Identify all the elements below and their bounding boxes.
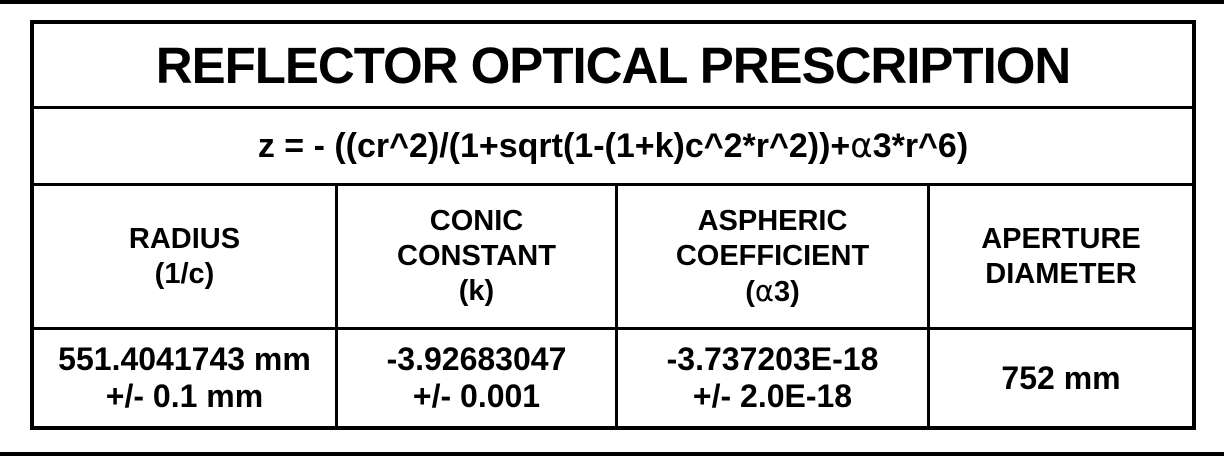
- header-aspheric-line1: ASPHERIC: [697, 204, 848, 237]
- header-aspheric-line2: COEFFICIENT: [675, 239, 870, 272]
- value-radius: [34, 330, 338, 426]
- reflector-optical-prescription-table: [30, 20, 1196, 430]
- value-radius-line1: 551.4041743 mm: [58, 341, 311, 377]
- value-aperture-line1: 752 mm: [1001, 359, 1121, 396]
- bottom-rule: [0, 452, 1224, 456]
- alpha-symbol: α: [754, 273, 774, 308]
- table-title: REFLECTOR OPTICAL PRESCRIPTION: [34, 24, 1192, 109]
- value-conic-tolerance: +/- 0.001: [412, 378, 541, 414]
- surface-sag-formula: [34, 109, 1192, 186]
- header-aspheric-coefficient: [618, 186, 930, 330]
- formula-part2: 3*r^6): [872, 126, 969, 165]
- value-conic-constant: [338, 330, 618, 426]
- value-aspheric-coefficient: [618, 330, 930, 426]
- value-conic-line1: -3.92683047: [386, 341, 567, 377]
- value-aspheric-tolerance: +/- 2.0E-18: [692, 378, 853, 414]
- header-radius-line1: RADIUS: [128, 222, 241, 255]
- header-radius: [34, 186, 338, 330]
- value-aperture-diameter: [930, 330, 1192, 426]
- header-aperture-line1: APERTURE: [981, 222, 1141, 255]
- header-conic-line1: CONIC: [429, 205, 524, 237]
- header-conic-line3: (k): [458, 275, 495, 307]
- header-aperture-diameter: [930, 186, 1192, 330]
- header-aperture-line2: DIAMETER: [985, 257, 1137, 290]
- symbol-close: 3): [774, 275, 800, 308]
- header-aspheric-symbol-line: [745, 274, 800, 310]
- header-conic-constant: [338, 186, 618, 330]
- symbol-open-paren: (: [745, 275, 755, 308]
- top-rule: [0, 0, 1224, 4]
- value-radius-tolerance: +/- 0.1 mm: [105, 378, 264, 414]
- value-aspheric-line1: -3.737203E-18: [666, 341, 879, 377]
- formula-part1: z = - ((cr^2)/(1+sqrt(1-(1+k)c^2*r^2))+: [257, 126, 851, 165]
- header-radius-line2: (1/c): [154, 257, 215, 290]
- header-conic-line2: CONSTANT: [397, 240, 556, 272]
- alpha-symbol: α: [850, 126, 873, 166]
